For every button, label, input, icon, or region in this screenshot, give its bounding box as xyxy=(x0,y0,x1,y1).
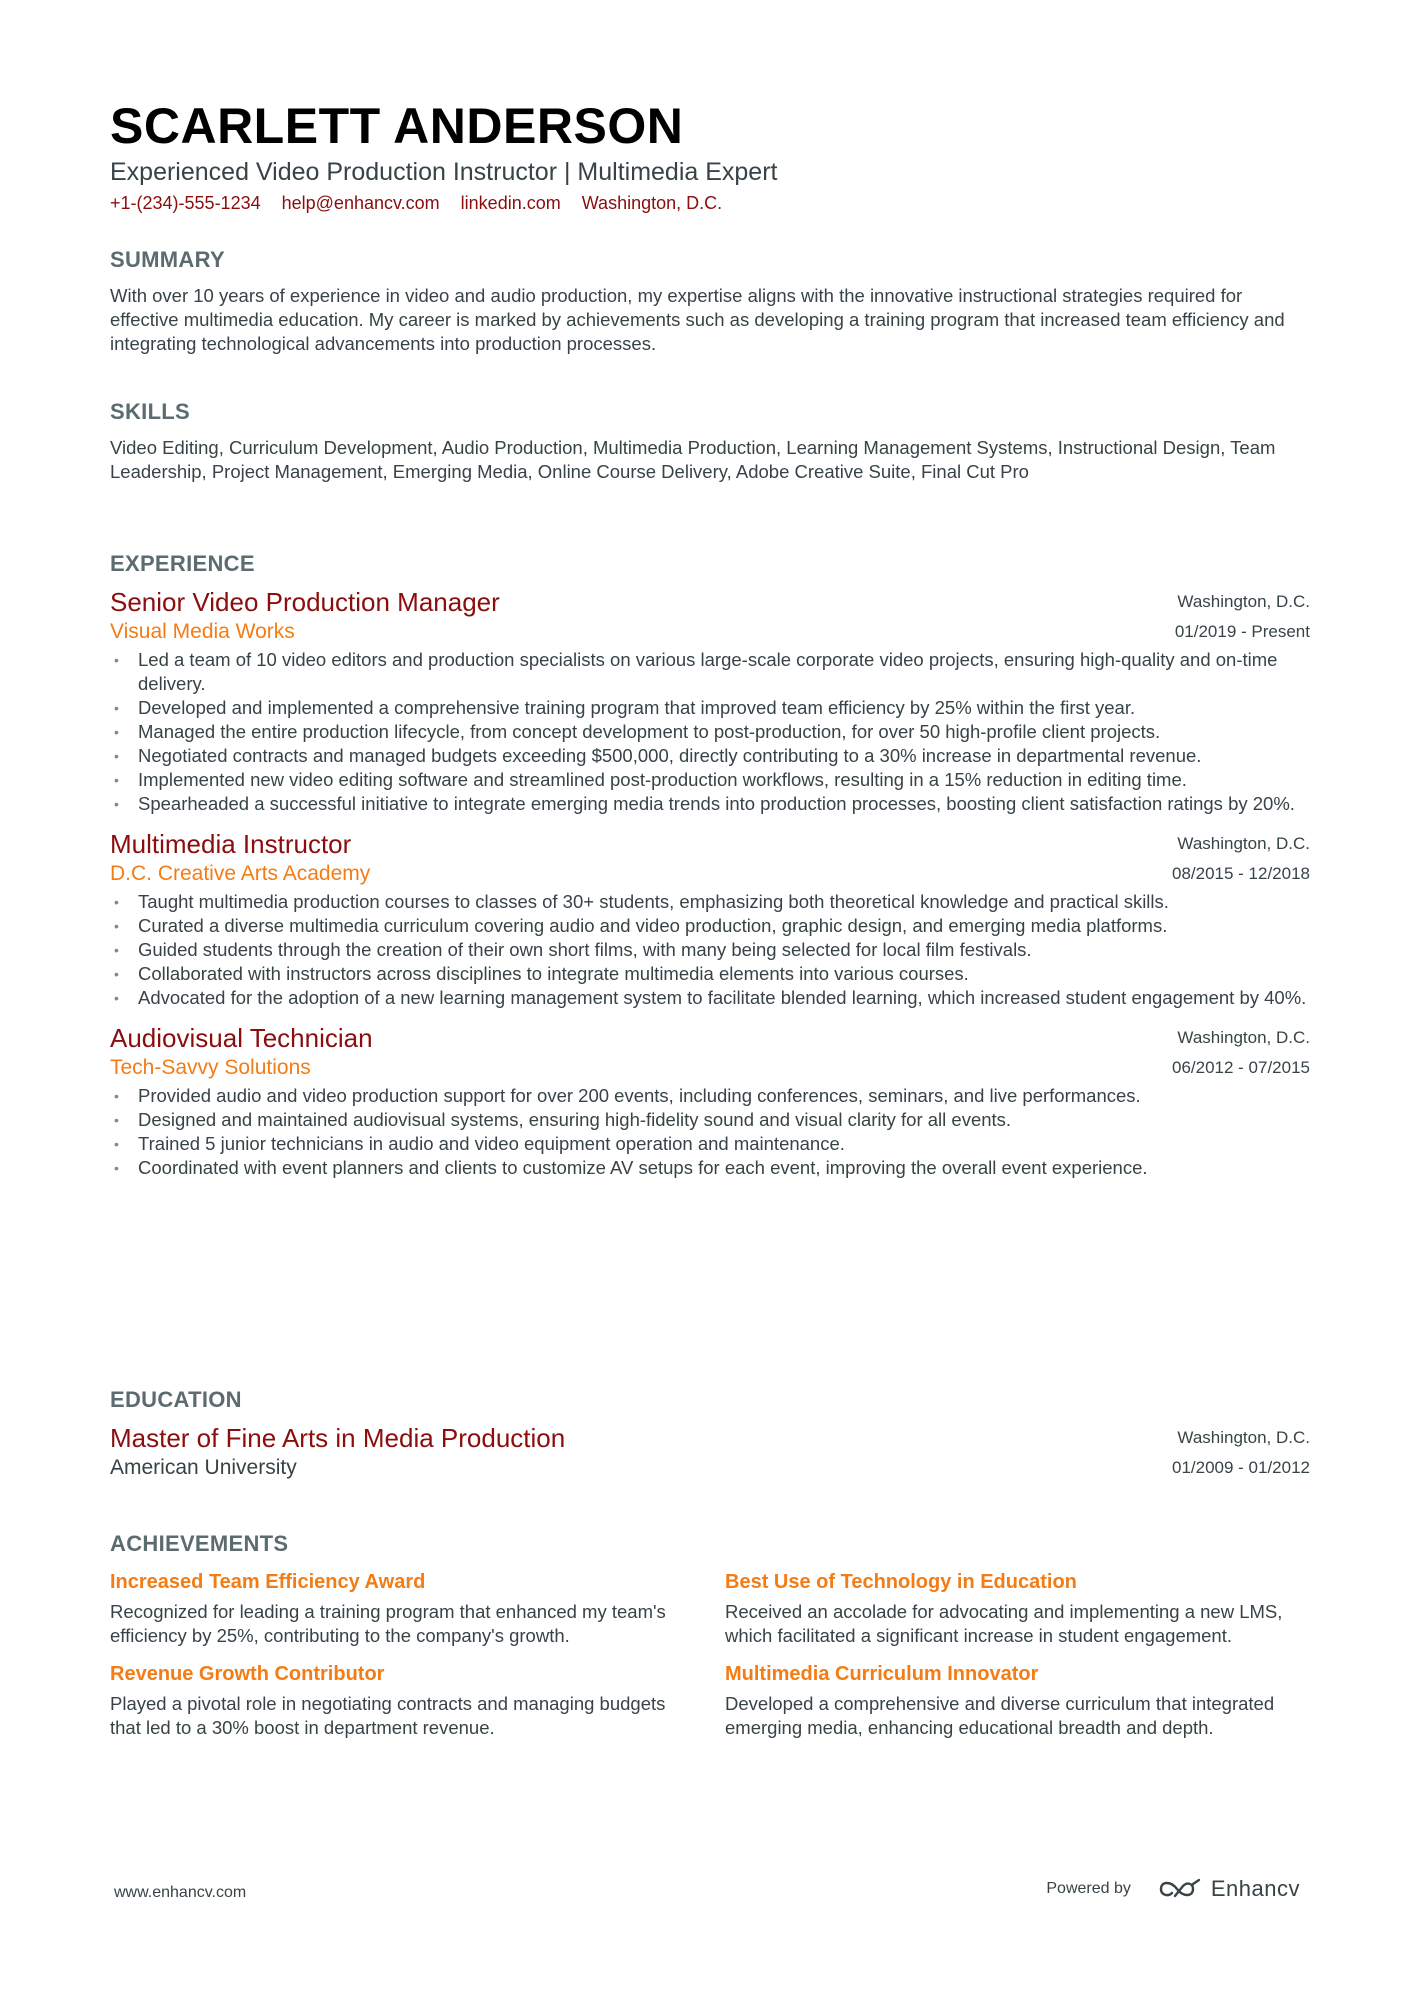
job-company: Tech-Savvy Solutions xyxy=(110,1056,311,1079)
job-title: Audiovisual Technician xyxy=(110,1023,373,1053)
bullet-item: • Coordinated with event planners and clients to customize AV setups for each event, improving the overall event experience. xyxy=(110,1156,1328,1180)
powered-by-label: Powered by xyxy=(1046,1880,1131,1897)
footer-branding xyxy=(1046,1876,1300,1902)
bullet-item: • Advocated for the adoption of a new learning management system to facilitate blended learning, which increased student engagement by 40%. xyxy=(110,986,1328,1010)
achievement-item xyxy=(110,1660,725,1740)
brand-name[interactable]: Enhancv xyxy=(1210,1876,1300,1901)
contact-line xyxy=(110,190,1310,216)
section-title-summary: SUMMARY xyxy=(110,247,225,272)
bullet-item: • Taught multimedia production courses to classes of 30+ students, emphasizing both theoretical knowledge and practical skills. xyxy=(110,890,1328,914)
experience-section xyxy=(110,550,1310,1180)
achievement-item xyxy=(725,1568,1310,1648)
bullet-item: • Managed the entire production lifecycle, from concept development to post-production, for over 50 high-profile client projects. xyxy=(110,720,1328,744)
contact-location: Washington, D.C. xyxy=(581,193,723,213)
achievements-section xyxy=(110,1530,1310,1752)
contact-email[interactable]: help@enhancv.com xyxy=(281,193,440,213)
job-bullets xyxy=(110,648,1310,816)
job-title: Multimedia Instructor xyxy=(110,829,352,859)
bullet-item: • Provided audio and video production support for over 200 events, including conferences, seminars, and live performances. xyxy=(110,1084,1328,1108)
job-dates: 06/2012 - 07/2015 xyxy=(1171,1058,1310,1077)
summary-section xyxy=(110,246,1300,356)
bullet-item: • Designed and maintained audiovisual systems, ensuring high-fidelity sound and visual clarity for all events. xyxy=(110,1108,1328,1132)
education-section xyxy=(110,1386,1310,1482)
achievement-title: Revenue Growth Contributor xyxy=(110,1663,385,1685)
education-entry xyxy=(110,1422,1310,1482)
bullet-item: • Developed and implemented a comprehensive training program that improved team efficiency by 25% within the first year. xyxy=(110,696,1328,720)
resume-page xyxy=(110,98,1310,1738)
education-dates: 01/2009 - 01/2012 xyxy=(1171,1458,1310,1477)
bullet-item: • Collaborated with instructors across disciplines to integrate multimedia elements into various courses. xyxy=(110,962,1328,986)
bullet-item: • Spearheaded a successful initiative to integrate emerging media trends into production processes, boosting client satisfaction ratings by 20%. xyxy=(110,792,1328,816)
job-bullets xyxy=(110,890,1310,1010)
section-title-achievements: ACHIEVEMENTS xyxy=(110,1531,289,1556)
summary-text: With over 10 years of experience in video and audio production, my expertise aligns with the innovative instructional strategies required for effective multimedia education. My career is marked by achievements such as developing a training program that increased team efficiency and integrating technological advancements into production processes. xyxy=(110,285,1285,354)
degree-title: Master of Fine Arts in Media Production xyxy=(110,1423,566,1453)
bullet-item: • Led a team of 10 video editors and production specialists on various large-scale corporate video projects, ensuring high-quality and on-time delivery. xyxy=(110,648,1328,696)
achievement-desc: Developed a comprehensive and diverse curriculum that integrated emerging media, enhancing educational breadth and depth. xyxy=(725,1693,1275,1738)
skills-text: Video Editing, Curriculum Development, Audio Production, Multimedia Production, Learning Management Systems, Instructional Design, Team Leadership, Project Management, Emerging Media, Online Course Delivery, Adobe Creative Suite, Final Cut Pro xyxy=(110,437,1276,482)
job-location: Washington, D.C. xyxy=(1177,834,1310,853)
job-bullets xyxy=(110,1084,1310,1180)
skills-section xyxy=(110,398,1300,484)
section-title-skills: SKILLS xyxy=(110,399,191,424)
candidate-name: SCARLETT ANDERSON xyxy=(110,98,684,154)
section-title-education: EDUCATION xyxy=(110,1387,242,1412)
achievements-grid xyxy=(110,1568,1310,1752)
achievement-desc: Received an accolade for advocating and implementing a new LMS, which facilitated a significant increase in student engagement. xyxy=(725,1601,1283,1646)
job-dates: 01/2019 - Present xyxy=(1174,622,1310,641)
job-location: Washington, D.C. xyxy=(1177,1028,1310,1047)
job-entry xyxy=(110,586,1310,816)
achievement-title: Multimedia Curriculum Innovator xyxy=(725,1663,1039,1685)
achievement-desc: Played a pivotal role in negotiating contracts and managing budgets that led to a 30% boost in department revenue. xyxy=(110,1693,666,1738)
achievement-title: Increased Team Efficiency Award xyxy=(110,1571,426,1593)
job-entry xyxy=(110,828,1310,1010)
bullet-item: • Negotiated contracts and managed budgets exceeding $500,000, directly contributing to a 30% increase in departmental revenue. xyxy=(110,744,1328,768)
enhancv-logo-icon xyxy=(1157,1876,1203,1902)
bullet-item: • Trained 5 junior technicians in audio and video equipment operation and maintenance. xyxy=(110,1132,1328,1156)
achievement-title: Best Use of Technology in Education xyxy=(725,1571,1077,1593)
footer-website[interactable]: www.enhancv.com xyxy=(114,1884,247,1901)
school-name: American University xyxy=(110,1456,297,1479)
section-title-experience: EXPERIENCE xyxy=(110,551,255,576)
job-entry xyxy=(110,1022,1310,1180)
education-location: Washington, D.C. xyxy=(1177,1428,1310,1447)
contact-phone[interactable]: +1-(234)-555-1234 xyxy=(110,193,261,213)
achievement-desc: Recognized for leading a training program that enhanced my team's efficiency by 25%, contributing to the company's growth. xyxy=(110,1601,666,1646)
bullet-item: • Implemented new video editing software and streamlined post-production workflows, resulting in a 15% reduction in editing time. xyxy=(110,768,1328,792)
contact-linkedin[interactable]: linkedin.com xyxy=(460,193,561,213)
job-title: Senior Video Production Manager xyxy=(110,587,500,617)
achievement-item xyxy=(110,1568,725,1648)
achievement-item xyxy=(725,1660,1310,1740)
job-dates: 08/2015 - 12/2018 xyxy=(1171,864,1310,883)
bullet-item: • Curated a diverse multimedia curriculum covering audio and video production, graphic design, and emerging media platforms. xyxy=(110,914,1328,938)
candidate-tagline: Experienced Video Production Instructor | Multimedia Expert xyxy=(110,158,778,186)
job-company: Visual Media Works xyxy=(110,620,295,643)
job-company: D.C. Creative Arts Academy xyxy=(110,862,371,885)
bullet-item: • Guided students through the creation of their own short films, with many being selected for local film festivals. xyxy=(110,938,1328,962)
job-location: Washington, D.C. xyxy=(1177,592,1310,611)
